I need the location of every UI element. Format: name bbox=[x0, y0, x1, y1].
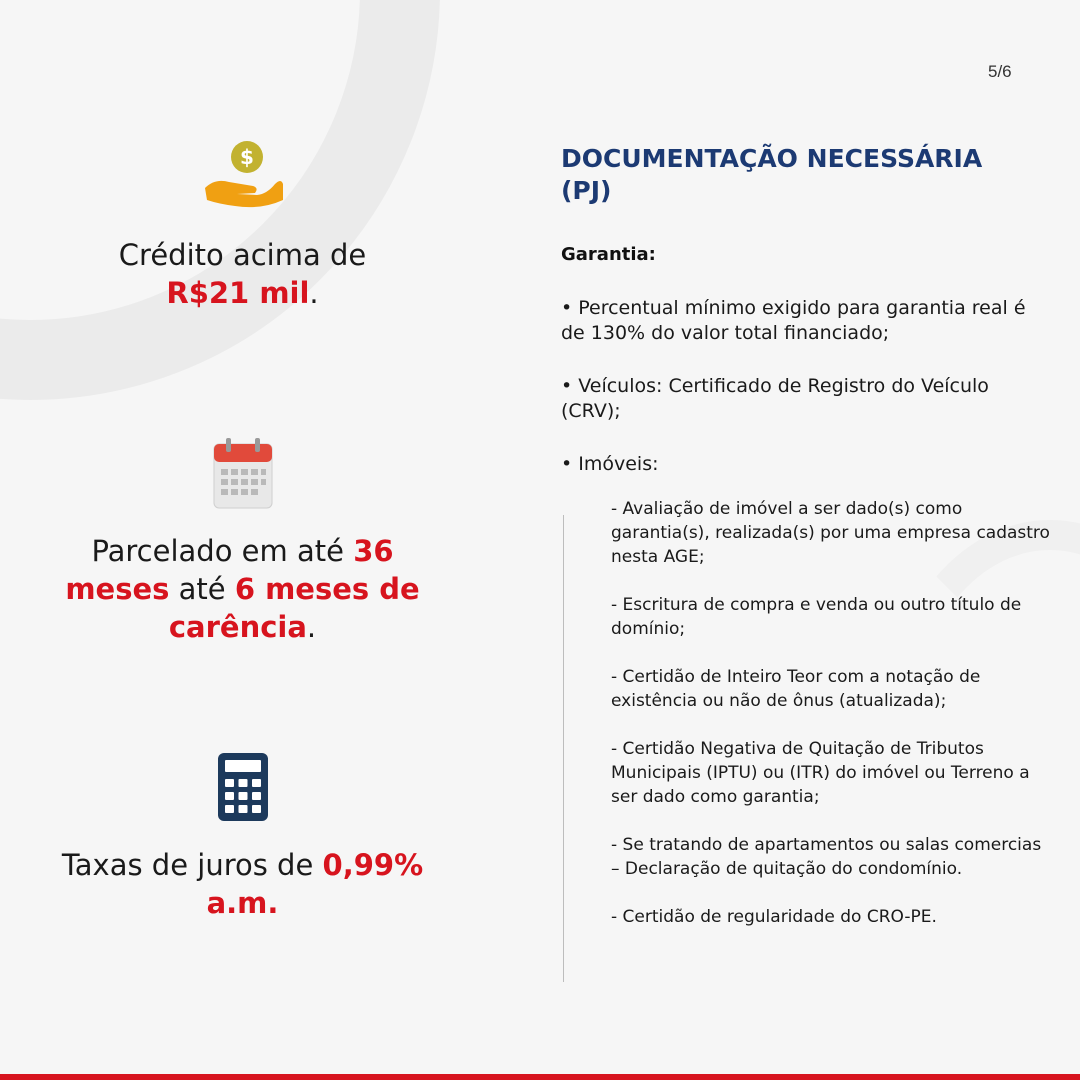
sub-item-escritura: - Escritura de compra e venda ou outro título de domínio; bbox=[611, 595, 1022, 639]
sub-item-certidao-negativa: - Certidão Negativa de Quitação de Tributos Municipais (IPTU) ou (ITR) do imóvel ou Terreno a ser dado como garantia; bbox=[611, 739, 1030, 807]
feature-installments bbox=[40, 436, 445, 646]
feature-installments-text: Parcelado em até 36 meses até 6 meses de carência. bbox=[65, 534, 420, 644]
sublist-divider bbox=[563, 515, 564, 982]
feature-credit-text: Crédito acima de R$21 mil. bbox=[118, 238, 367, 310]
bullet-percentual: • Percentual mínimo exigido para garantia real é de 130% do valor total financiado; bbox=[561, 297, 1026, 344]
sub-item-avaliacao: - Avaliação de imóvel a ser dado(s) como garantia(s), realizada(s) por uma empresa cadastro nesta AGE; bbox=[611, 499, 1050, 567]
feature-credit bbox=[40, 140, 445, 312]
sub-item-condominio: - Se tratando de apartamentos ou salas comercias – Declaração de quitação do condomínio. bbox=[611, 835, 1042, 879]
garantia-label: Garantia: bbox=[561, 244, 656, 265]
garantia-bullets bbox=[561, 296, 1041, 505]
feature-interest bbox=[40, 752, 445, 922]
page-number: 5/6 bbox=[988, 62, 1012, 81]
bullet-imoveis: • Imóveis: bbox=[561, 453, 659, 475]
svg-text:$: $ bbox=[239, 145, 254, 169]
sub-item-cro-pe: - Certidão de regularidade do CRO-PE. bbox=[611, 907, 937, 927]
bottom-accent-bar bbox=[0, 1074, 1080, 1080]
feature-interest-text: Taxas de juros de 0,99% a.m. bbox=[61, 848, 424, 920]
bullet-veiculos: • Veículos: Certificado de Registro do Veículo (CRV); bbox=[561, 375, 989, 422]
calendar-icon bbox=[212, 436, 274, 510]
documentation-title: DOCUMENTAÇÃO NECESSÁRIA (PJ) bbox=[561, 144, 983, 205]
calculator-icon bbox=[217, 752, 269, 822]
money-hand-icon bbox=[201, 140, 285, 212]
sub-item-inteiro-teor: - Certidão de Inteiro Teor com a notação de existência ou não de ônus (atualizada); bbox=[611, 667, 981, 711]
